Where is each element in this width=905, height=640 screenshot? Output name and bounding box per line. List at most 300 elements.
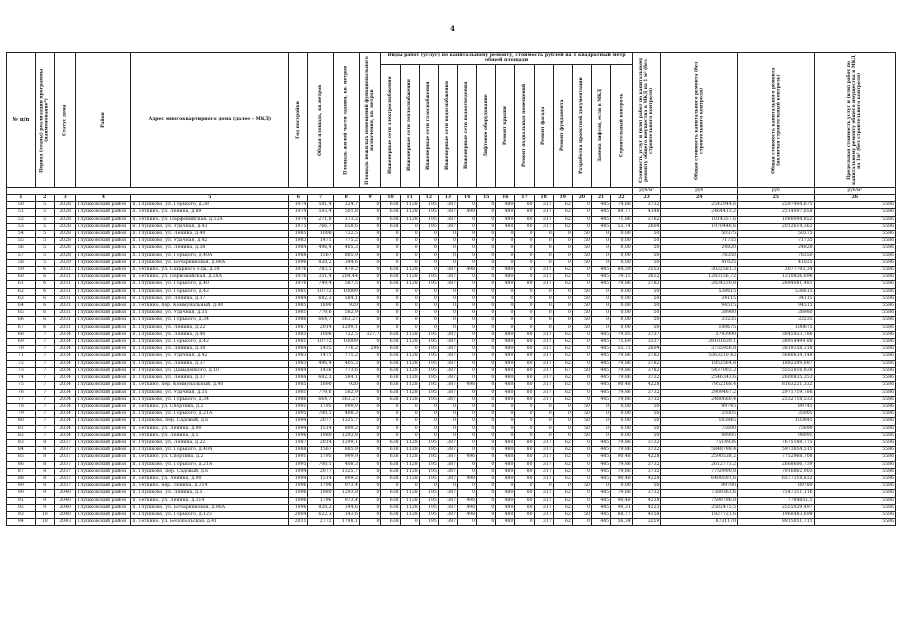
table-cell: 75690 [738, 425, 815, 432]
table-cell: 899,2 [333, 475, 359, 482]
table-cell: 480 [496, 360, 515, 367]
table-cell: 0 [553, 252, 572, 259]
table-cell: Глушковский район [76, 439, 131, 446]
table-cell: 50 [572, 425, 591, 432]
table-cell: 0 [457, 288, 476, 295]
table-cell: 7 [35, 375, 54, 382]
table-cell: 2028 [54, 202, 76, 209]
table-cell: 1983 [289, 353, 308, 360]
table-cell: п. Теткино, ул. Ленина, д.314 [131, 497, 289, 504]
table-cell: 62 [553, 461, 572, 468]
table-row [7, 252, 896, 259]
column-number: 16 [496, 195, 515, 202]
table-cell: 0 [496, 295, 515, 302]
table-cell: 5586 [814, 324, 895, 331]
table-cell: 195 [419, 382, 438, 389]
table-cell: 33235 [738, 317, 815, 324]
table-cell: 387 [438, 511, 457, 518]
table-cell: 2011 [289, 519, 308, 526]
table-cell: 2034 [54, 360, 76, 367]
table-cell: 89745 [661, 403, 738, 410]
table-cell: 2034 [54, 346, 76, 353]
table-cell: 5586 [814, 367, 895, 374]
table-cell: 2034 [54, 418, 76, 425]
table-cell: 80 [515, 396, 534, 403]
table-cell: 0 [419, 303, 438, 310]
table-cell: 638 [381, 346, 400, 353]
table-cell: 34115 [661, 295, 738, 302]
table-cell: 0 [553, 418, 572, 425]
table-cell: 0 [477, 403, 496, 410]
table-cell: 5586 [814, 425, 895, 432]
table-cell: 1798,1 [333, 519, 359, 526]
table-cell: п. Глушково, ул. Горького, д.40А [131, 252, 289, 259]
table-row [7, 331, 896, 338]
table-cell: 0 [591, 295, 610, 302]
table-cell: 0 [359, 375, 381, 382]
table-cell: Глушковский район [76, 274, 131, 281]
table-cell: 0 [400, 303, 419, 310]
table-cell: 1987 [289, 324, 308, 331]
table-cell: 638 [381, 490, 400, 497]
table-cell: 3553 [632, 267, 661, 274]
table-row [7, 209, 896, 216]
table-cell: 1980 [308, 490, 333, 497]
table-row [7, 245, 896, 252]
table-cell: 445 [591, 375, 610, 382]
table-cell: 195 [419, 353, 438, 360]
table-cell: 5973854,515 [738, 447, 815, 454]
table-cell: 0 [359, 439, 381, 446]
table-cell: 0 [419, 259, 438, 266]
table-cell: 0 [572, 375, 591, 382]
table-cell: 3793990 [661, 331, 738, 338]
table-cell: 480 [496, 202, 515, 209]
table-cell: 0 [477, 252, 496, 259]
table-cell: Глушковский район [76, 245, 131, 252]
table-cell: 1974 [289, 216, 308, 223]
table-cell: 0 [359, 396, 381, 403]
table-cell: 0 [438, 324, 457, 331]
table-cell: 50 [632, 288, 661, 295]
table-cell: 408,3 [333, 411, 359, 418]
table-cell: п. Теткино, ул. Ленина, д.90 [131, 425, 289, 432]
table-cell: 94515 [738, 303, 815, 310]
table-cell: 0,00 [611, 418, 633, 425]
table-cell: 3737 [632, 331, 661, 338]
table-cell: 1128 [400, 511, 419, 518]
table-cell: 0 [381, 403, 400, 410]
work-header: Инженерные сети водоотведения [457, 64, 476, 187]
table-cell: Глушковский район [76, 259, 131, 266]
table-cell: п. Глушково, ул. Ленина, д.22 [131, 324, 289, 331]
table-cell: 0 [591, 432, 610, 439]
table-cell: Глушковский район [76, 475, 131, 482]
table-cell: 0 [400, 483, 419, 490]
table-cell: 445 [591, 475, 610, 482]
table-cell: 0,00 [611, 288, 633, 295]
table-cell: 195 [419, 461, 438, 468]
table-cell: 80 [515, 281, 534, 288]
table-cell: 80 [515, 389, 534, 396]
table-cell: 0 [400, 418, 419, 425]
table-cell: 1795 [308, 454, 333, 461]
table-cell: 387 [438, 331, 457, 338]
table-cell: 54 [7, 231, 36, 238]
table-cell: 480 [496, 346, 515, 353]
table-row [7, 403, 896, 410]
table-cell: 195 [419, 331, 438, 338]
column-number: 6 [289, 195, 308, 202]
table-cell: 2604 [632, 223, 661, 230]
table-cell: 0 [477, 259, 496, 266]
table-cell: 50 [632, 432, 661, 439]
table-cell: 6 [35, 324, 54, 331]
table-cell: 0 [553, 403, 572, 410]
table-cell: 0 [400, 231, 419, 238]
table-cell: 0 [553, 317, 572, 324]
table-cell: 387 [438, 281, 457, 288]
col-year: Год постройки [289, 53, 308, 188]
table-cell: п. Глушково, ул. Бочарниковая, д.86А [131, 504, 289, 511]
table-cell: 445 [591, 267, 610, 274]
table-cell: 0 [572, 331, 591, 338]
table-cell: 71,86 [611, 216, 633, 223]
table-cell: 779,6 [308, 389, 333, 396]
table-cell: 920 [333, 303, 359, 310]
work-header: Строительный контроль [611, 64, 633, 187]
group-works-title: Виды работ (услуг) по капитальному ремонту, стоимость рублей на 1 квадратный метр общей площади [381, 53, 632, 65]
table-cell: 445 [591, 223, 610, 230]
table-cell: 56,34 [611, 519, 633, 526]
table-cell: 1890 [308, 303, 333, 310]
table-cell: 79,86 [611, 461, 633, 468]
column-number: 26 [814, 195, 895, 202]
table-cell: 0 [400, 288, 419, 295]
table-cell: Глушковский район [76, 353, 131, 360]
table-cell: 0 [381, 259, 400, 266]
table-cell: 2037 [54, 475, 76, 482]
table-row [7, 202, 896, 209]
table-cell: 66 [7, 317, 36, 324]
table-cell: 4228 [632, 475, 661, 482]
table-cell: 5586 [814, 331, 895, 338]
table-cell: 0,00 [611, 252, 633, 259]
table-cell: 638 [381, 475, 400, 482]
table-cell: 0 [496, 411, 515, 418]
table-cell: 76 [7, 389, 36, 396]
table-cell: 405,3 [333, 245, 359, 252]
table-cell: 0 [534, 483, 553, 490]
table-row [7, 483, 896, 490]
table-cell: 0 [515, 238, 534, 245]
col-status: Статус дома [54, 53, 76, 188]
table-cell: Глушковский район [76, 209, 131, 216]
table-cell: 80 [515, 209, 534, 216]
table-cell: 0 [496, 317, 515, 324]
table-cell: 1975 [289, 223, 308, 230]
table-cell: 387 [438, 274, 457, 281]
table-cell: 0 [477, 504, 496, 511]
table-cell: 1438 [308, 367, 333, 374]
table-cell: 5586 [814, 252, 895, 259]
table-cell: 496,4 [308, 245, 333, 252]
table-cell: п. Теткино, пер. Ленина, д.314 [131, 483, 289, 490]
table-cell: 445 [591, 511, 610, 518]
table-cell: п. Глушково, ул. Ленина, д.5 [131, 490, 289, 497]
table-cell: 50 [572, 317, 591, 324]
table-cell: 80 [515, 202, 534, 209]
table-cell: 50 [632, 295, 661, 302]
table-cell: 62 [553, 475, 572, 482]
table-cell: 480 [496, 389, 515, 396]
table-cell: 387 [438, 389, 457, 396]
table-cell: Глушковский район [76, 432, 131, 439]
table-cell: 2502475,5 [661, 504, 738, 511]
table-cell: 62 [553, 346, 572, 353]
table-cell: 7 [35, 360, 54, 367]
table-cell: 0,00 [611, 483, 633, 490]
table-cell: 90 [7, 490, 36, 497]
table-cell: 0 [477, 475, 496, 482]
table-cell: 0 [515, 231, 534, 238]
table-cell: 0 [359, 425, 381, 432]
table-cell: 638 [381, 216, 400, 223]
table-cell: 0,00 [611, 425, 633, 432]
table-cell: 0 [477, 396, 496, 403]
table-cell: 62 [553, 490, 572, 497]
table-cell: 50 [572, 418, 591, 425]
table-cell: 2480660,4 [661, 396, 738, 403]
table-cell: 195 [419, 216, 438, 223]
table-cell: 445 [591, 382, 610, 389]
table-cell: 74 [7, 375, 36, 382]
table-cell: 1128 [400, 504, 419, 511]
table-cell: 2600835,353 [738, 375, 815, 382]
table-cell: 0 [572, 504, 591, 511]
table-cell: 78350 [738, 252, 815, 259]
table-cell: 89 [7, 483, 36, 490]
table-cell: 0 [359, 497, 381, 504]
table-cell: 387 [438, 475, 457, 482]
table-cell: 0 [359, 454, 381, 461]
table-cell: 78350 [661, 252, 738, 259]
table-cell: 1283156,72 [661, 274, 738, 281]
table-cell: 1985 [289, 303, 308, 310]
table-cell: 6 [35, 281, 54, 288]
table-cell: п. Глушково, ул. Ленина, д.37 [131, 360, 289, 367]
table-cell: 899,2 [333, 425, 359, 432]
table-cell: 79,86 [611, 490, 633, 497]
table-cell: 0 [438, 403, 457, 410]
table-cell: 0 [515, 418, 534, 425]
table-cell: 5586 [814, 209, 895, 216]
table-cell: 317 [534, 360, 553, 367]
table-cell: 2546343,6 [661, 375, 738, 382]
table-cell: 0 [591, 259, 610, 266]
table-cell: 2590538,2 [661, 454, 738, 461]
table-cell: 2037 [54, 454, 76, 461]
table-cell: 0 [359, 447, 381, 454]
table-cell: 2971719,786 [738, 389, 815, 396]
table-cell: 5586 [814, 223, 895, 230]
table-cell: 445 [591, 439, 610, 446]
table-cell: 62 [7, 288, 36, 295]
table-cell: 0 [419, 231, 438, 238]
table-cell: 0 [438, 411, 457, 418]
table-cell: 0 [457, 346, 476, 353]
table-cell: 80 [515, 367, 534, 374]
table-cell: 0 [400, 295, 419, 302]
table-cell: 89780 [738, 483, 815, 490]
table-cell: 50 [7, 202, 36, 209]
table-cell: 0 [496, 425, 515, 432]
table-cell: 387 [438, 223, 457, 230]
table-cell: 1128 [400, 396, 419, 403]
col-total-cost-sc: Общая стоимость капитального ремонта (включая строительный контроль) [738, 53, 815, 188]
table-cell: 0 [591, 425, 610, 432]
table-cell: 2028 [54, 231, 76, 238]
table-cell: 195 [419, 454, 438, 461]
table-cell: 351,4 [308, 274, 333, 281]
table-cell: 7 [35, 389, 54, 396]
table-cell: 80 [515, 331, 534, 338]
table-cell: Глушковский район [76, 389, 131, 396]
table-cell: 0 [457, 339, 476, 346]
table-cell: 89780 [661, 483, 738, 490]
column-number: 21 [591, 195, 610, 202]
table-cell: 50 [632, 403, 661, 410]
table-cell: 2031 [54, 303, 76, 310]
table-cell: 1514 [308, 425, 333, 432]
table-cell: 70 [7, 346, 36, 353]
table-cell: 71 [7, 353, 36, 360]
repair-program-table [6, 52, 896, 526]
table-row [7, 367, 896, 374]
table-cell: 0 [438, 238, 457, 245]
table-cell: 638 [381, 461, 400, 468]
table-cell: 0 [438, 231, 457, 238]
table-cell: 8 [35, 447, 54, 454]
table-cell: 5586 [814, 339, 895, 346]
table-cell: 5848798,4 [661, 447, 738, 454]
table-cell: 24820 [661, 245, 738, 252]
table-cell: Глушковский район [76, 418, 131, 425]
table-cell: 0 [496, 303, 515, 310]
table-cell: 74,86 [611, 202, 633, 209]
table-cell: 0 [477, 439, 496, 446]
table-cell: 445 [591, 281, 610, 288]
table-cell: 0 [381, 418, 400, 425]
table-row [7, 461, 896, 468]
table-cell: 195 [419, 223, 438, 230]
table-cell: 0 [591, 483, 610, 490]
table-cell: 143,6 [333, 511, 359, 518]
table-cell: 999,9 [333, 403, 359, 410]
table-cell: 1128 [400, 490, 419, 497]
table-cell: 587,5 [333, 281, 359, 288]
table-cell: 80 [515, 447, 534, 454]
table-cell: 5586 [814, 310, 895, 317]
table-cell: 5586 [814, 295, 895, 302]
table-cell: 5586 [814, 411, 895, 418]
table-cell: 2040 [54, 504, 76, 511]
table-cell: 80 [515, 339, 534, 346]
table-cell: 387 [438, 468, 457, 475]
table-cell: 62 [553, 447, 572, 454]
table-cell: 0 [534, 425, 553, 432]
table-cell: 6577318,832 [738, 475, 815, 482]
table-cell: 480 [496, 504, 515, 511]
table-cell: 2542944,6 [661, 202, 738, 209]
table-cell: 0 [457, 324, 476, 331]
table-cell: 1985 [289, 231, 308, 238]
table-cell: п. Теткино, ул. Ленина, д.89 [131, 209, 289, 216]
column-number: 12 [419, 195, 438, 202]
table-row [7, 382, 896, 389]
table-cell: 445 [591, 497, 610, 504]
table-cell: п. Теткино, ул. Ленина, д.5 [131, 432, 289, 439]
table-cell: 5586 [814, 511, 895, 518]
table-cell: 638 [381, 511, 400, 518]
table-cell: 1128 [400, 468, 419, 475]
table-cell: 7514936 [661, 439, 738, 446]
table-cell: 195 [419, 339, 438, 346]
table-cell: 638 [381, 331, 400, 338]
table-cell: 90,48 [611, 454, 633, 461]
table-cell: п. Глушково, ул. Давыденкого, д.10 [131, 367, 289, 374]
table-cell: 50 [632, 231, 661, 238]
table-cell: 722,5 [333, 231, 359, 238]
table-cell: 0 [515, 403, 534, 410]
table-cell: 7 [35, 432, 54, 439]
table-cell: 1991 [289, 403, 308, 410]
table-cell: 80 [515, 439, 534, 446]
table-cell: 480 [496, 490, 515, 497]
column-number: 10 [381, 195, 400, 202]
table-cell: 0 [572, 209, 591, 216]
table-cell: Глушковский район [76, 252, 131, 259]
table-cell: Глушковский район [76, 382, 131, 389]
table-cell: 1567 [308, 447, 333, 454]
table-cell: 445 [591, 202, 610, 209]
table-cell: 3782 [632, 367, 661, 374]
table-cell: 0 [553, 295, 572, 302]
table-cell: 80 [7, 418, 36, 425]
table-cell: 1981 [289, 310, 308, 317]
table-cell: 1892209,687 [738, 360, 815, 367]
table-row [7, 497, 896, 504]
table-cell: 5 [35, 216, 54, 223]
table-cell: 445 [591, 468, 610, 475]
table-cell: 387 [438, 396, 457, 403]
column-number: 17 [515, 195, 534, 202]
table-cell: 38980 [661, 310, 738, 317]
table-cell: 1996 [289, 483, 308, 490]
table-cell: 84,59 [611, 267, 633, 274]
unit-cell: руб [738, 187, 815, 194]
table-cell: 2034 [54, 375, 76, 382]
table-cell: 0 [477, 468, 496, 475]
table-cell: Глушковский район [76, 216, 131, 223]
table-cell: п. Глушково, ул. Ленина, д.40 [131, 231, 289, 238]
table-cell: 0 [400, 411, 419, 418]
table-cell: 445 [591, 216, 610, 223]
table-cell: 480 [496, 339, 515, 346]
table-cell: 2040 [54, 511, 76, 518]
table-cell: 0 [457, 519, 476, 526]
table-cell: 3652 [632, 274, 661, 281]
